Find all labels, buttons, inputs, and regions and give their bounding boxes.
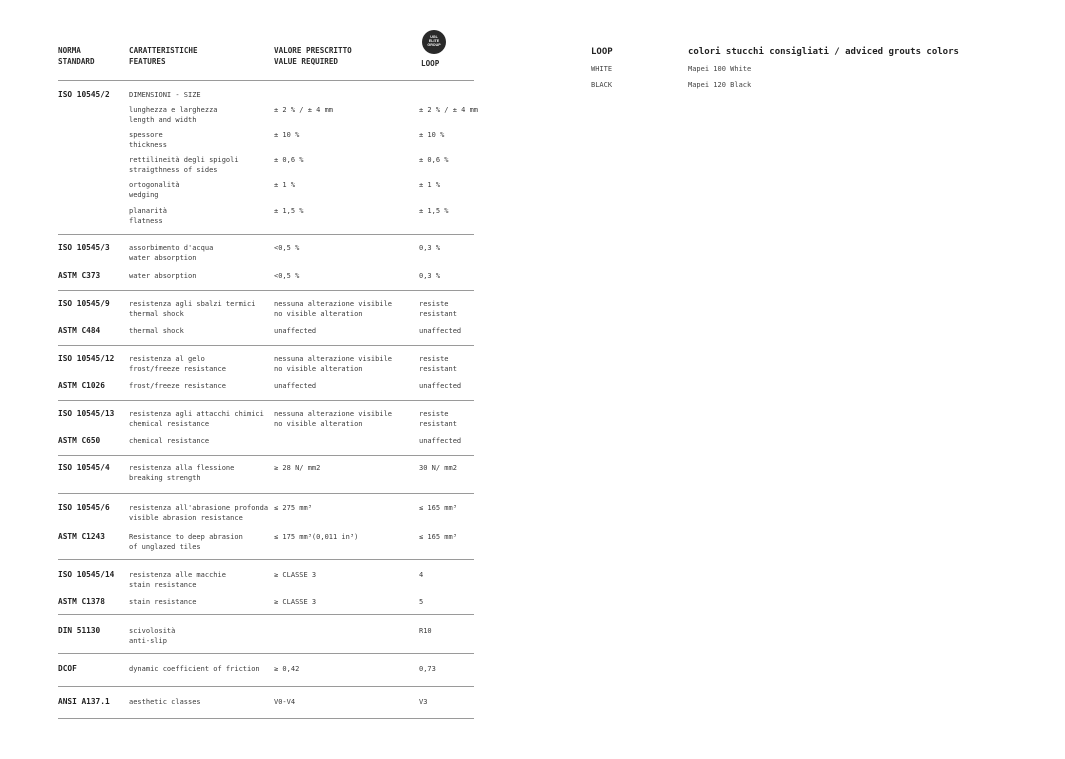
cell-line: breaking strength bbox=[129, 474, 201, 482]
cell-line: ± 10 % bbox=[419, 131, 445, 139]
cell-line: 0,3 % bbox=[419, 272, 441, 280]
cell-line: 0,3 % bbox=[419, 244, 441, 252]
header-product-loop: LOOP bbox=[421, 59, 440, 68]
grout-name-black: Mapei 120 Black bbox=[688, 81, 752, 89]
loop-value-cell bbox=[419, 206, 449, 216]
loop-value-cell bbox=[419, 381, 461, 391]
cell-line: no visible alteration bbox=[274, 310, 363, 318]
feature-cell bbox=[129, 180, 180, 200]
section-divider bbox=[58, 455, 474, 456]
grout-color-black: BLACK bbox=[591, 81, 613, 89]
header-value-en: VALUE REQUIRED bbox=[274, 56, 339, 66]
cell-line: 30 N/ mm2 bbox=[419, 464, 457, 472]
required-value-cell bbox=[274, 243, 299, 253]
standard-code: ISO 10545/6 bbox=[58, 503, 110, 512]
cell-line: scivolosità bbox=[129, 627, 176, 635]
section-divider bbox=[58, 493, 474, 494]
loop-value-cell bbox=[419, 664, 436, 674]
cell-line: resistenza alla flessione bbox=[129, 464, 235, 472]
required-value-cell bbox=[274, 532, 358, 542]
loop-value-cell bbox=[419, 570, 423, 580]
header-value-it: VALORE PRESCRITTO bbox=[274, 46, 352, 55]
required-value-cell bbox=[274, 130, 299, 140]
required-value-cell bbox=[274, 381, 316, 391]
cell-line: Resistance to deep abrasion bbox=[129, 533, 243, 541]
section-divider bbox=[58, 234, 474, 235]
standard-code: ISO 10545/14 bbox=[58, 570, 115, 579]
standard-code: ASTM C1378 bbox=[58, 597, 105, 606]
loop-value-cell bbox=[419, 243, 440, 253]
cell-line: 5 bbox=[419, 598, 424, 606]
cell-line: no visible alteration bbox=[274, 365, 363, 373]
feature-cell bbox=[129, 130, 167, 150]
feature-cell bbox=[129, 381, 226, 391]
required-value-cell bbox=[274, 409, 392, 429]
cell-line: 4 bbox=[419, 571, 424, 579]
required-value-cell bbox=[274, 326, 316, 336]
cell-line: ± 0,6 % bbox=[419, 156, 449, 164]
loop-value-cell bbox=[419, 105, 478, 115]
cell-line: ± 10 % bbox=[274, 131, 300, 139]
required-value-cell bbox=[274, 271, 299, 281]
required-value-cell bbox=[274, 354, 392, 374]
cell-line: ≤ 165 mm³ bbox=[419, 504, 457, 512]
grouts-product-title: LOOP bbox=[591, 47, 613, 57]
cell-line: ≤ 275 mm³ bbox=[274, 504, 312, 512]
cell-line: ± 1,5 % bbox=[419, 207, 449, 215]
cell-line: V0-V4 bbox=[274, 698, 296, 706]
cell-line: straigthness of sides bbox=[129, 166, 218, 174]
cell-line: ≥ 28 N/ mm2 bbox=[274, 464, 321, 472]
cell-line: 0,73 bbox=[419, 665, 436, 673]
cell-line: stain resistance bbox=[129, 581, 197, 589]
required-value-cell bbox=[274, 697, 295, 707]
loop-value-cell bbox=[419, 597, 423, 607]
section-divider bbox=[58, 559, 474, 560]
cell-line: of unglazed tiles bbox=[129, 543, 201, 551]
feature-cell bbox=[129, 326, 184, 336]
cell-line: ± 1,5 % bbox=[274, 207, 304, 215]
section-divider bbox=[58, 718, 474, 719]
standard-code: DCOF bbox=[58, 664, 77, 673]
header-value-required bbox=[274, 46, 352, 67]
required-value-cell bbox=[274, 597, 316, 607]
feature-cell bbox=[129, 436, 209, 446]
cell-line: ≥ 0,42 bbox=[274, 665, 300, 673]
standard-code: ISO 10545/4 bbox=[58, 463, 110, 472]
header-features bbox=[129, 46, 198, 67]
cell-line: ortogonalità bbox=[129, 181, 180, 189]
feature-cell bbox=[129, 463, 234, 483]
cell-line: planarità bbox=[129, 207, 167, 215]
cell-line: ± 1 % bbox=[274, 181, 296, 189]
cell-line: resistenza agli attacchi chimici bbox=[129, 410, 264, 418]
standard-code: ISO 10545/13 bbox=[58, 409, 115, 418]
logo-line-1: UGL bbox=[430, 35, 438, 40]
standard-code: ASTM C1026 bbox=[58, 381, 105, 390]
cell-line: ≤ 175 mm³(0,011 in³) bbox=[274, 533, 359, 541]
feature-cell bbox=[129, 503, 268, 523]
standard-code: ASTM C484 bbox=[58, 326, 101, 335]
cell-line: ± 1 % bbox=[419, 181, 441, 189]
section-divider bbox=[58, 290, 474, 291]
cell-line: resistant bbox=[419, 420, 457, 428]
required-value-cell bbox=[274, 463, 320, 473]
standard-code: ANSI A137.1 bbox=[58, 697, 110, 706]
cell-line: dynamic coefficient of friction bbox=[129, 665, 260, 673]
required-value-cell bbox=[274, 206, 304, 216]
cell-line: thickness bbox=[129, 141, 167, 149]
cell-line: anti-slip bbox=[129, 637, 167, 645]
header-features-it: CARATTERISTICHE bbox=[129, 46, 198, 55]
loop-value-cell bbox=[419, 271, 440, 281]
cell-line: DIMENSIONI - SIZE bbox=[129, 91, 201, 99]
cell-line: aesthetic classes bbox=[129, 698, 201, 706]
cell-line: <0,5 % bbox=[274, 244, 300, 252]
required-value-cell bbox=[274, 570, 316, 580]
required-value-cell bbox=[274, 664, 299, 674]
header-standard-it: NORMA bbox=[58, 46, 81, 55]
section-divider bbox=[58, 400, 474, 401]
cell-line: frost/freeze resistance bbox=[129, 382, 226, 390]
required-value-cell bbox=[274, 155, 304, 165]
cell-line: V3 bbox=[419, 698, 428, 706]
feature-cell bbox=[129, 299, 255, 319]
standard-code: ISO 10545/2 bbox=[58, 90, 110, 99]
cell-line: resistant bbox=[419, 365, 457, 373]
header-features-en: FEATURES bbox=[129, 56, 166, 66]
loop-value-cell bbox=[419, 697, 427, 707]
feature-cell bbox=[129, 532, 243, 552]
feature-cell bbox=[129, 206, 167, 226]
cell-line: resiste bbox=[419, 355, 449, 363]
cell-line: resistenza all'abrasione profonda bbox=[129, 504, 269, 512]
cell-line: ≥ CLASSE 3 bbox=[274, 571, 317, 579]
cell-line: chemical resistance bbox=[129, 437, 210, 445]
feature-cell bbox=[129, 597, 196, 607]
cell-line: chemical resistance bbox=[129, 420, 210, 428]
cell-line: resiste bbox=[419, 410, 449, 418]
standard-code: ISO 10545/3 bbox=[58, 243, 110, 252]
required-value-cell bbox=[274, 503, 312, 513]
feature-cell bbox=[129, 409, 264, 429]
cell-line: water absorption bbox=[129, 272, 197, 280]
header-standard bbox=[58, 46, 95, 67]
required-value-cell bbox=[274, 180, 295, 190]
feature-cell bbox=[129, 626, 175, 646]
cell-line: ± 0,6 % bbox=[274, 156, 304, 164]
loop-value-cell bbox=[419, 326, 461, 336]
feature-cell bbox=[129, 271, 196, 281]
cell-line: thermal shock bbox=[129, 310, 184, 318]
feature-cell bbox=[129, 105, 218, 125]
feature-cell bbox=[129, 697, 201, 707]
cell-line: assorbimento d'acqua bbox=[129, 244, 214, 252]
standard-code: ISO 10545/9 bbox=[58, 299, 110, 308]
section-divider bbox=[58, 653, 474, 654]
feature-cell bbox=[129, 243, 213, 263]
required-value-cell bbox=[274, 299, 392, 319]
cell-line: ± 2 % / ± 4 mm bbox=[419, 106, 479, 114]
loop-value-cell bbox=[419, 626, 432, 636]
section-divider bbox=[58, 686, 474, 687]
logo-line-3: GROUP bbox=[427, 42, 441, 47]
standard-code: ASTM C650 bbox=[58, 436, 101, 445]
grouts-title: colori stucchi consigliati / adviced grouts colors bbox=[688, 47, 959, 57]
cell-line: flatness bbox=[129, 217, 163, 225]
feature-cell bbox=[129, 570, 226, 590]
cell-line: <0,5 % bbox=[274, 272, 300, 280]
section-divider bbox=[58, 345, 474, 346]
cell-line: nessuna alterazione visibile bbox=[274, 300, 393, 308]
cell-line: nessuna alterazione visibile bbox=[274, 410, 393, 418]
logo-line-2: ELITE bbox=[428, 39, 440, 44]
standard-code: ISO 10545/12 bbox=[58, 354, 115, 363]
cell-line: nessuna alterazione visibile bbox=[274, 355, 393, 363]
loop-value-cell bbox=[419, 155, 449, 165]
cell-line: length and width bbox=[129, 116, 197, 124]
cell-line: unaffected bbox=[274, 327, 317, 335]
standard-code: ASTM C373 bbox=[58, 271, 101, 280]
cell-line: unaffected bbox=[274, 382, 317, 390]
feature-cell bbox=[129, 90, 201, 100]
cell-line: ≥ CLASSE 3 bbox=[274, 598, 317, 606]
cell-line: ± 2 % / ± 4 mm bbox=[274, 106, 334, 114]
loop-value-cell bbox=[419, 299, 457, 319]
cell-line: visible abrasion resistance bbox=[129, 514, 243, 522]
cell-line: ≤ 165 mm³ bbox=[419, 533, 457, 541]
loop-value-cell bbox=[419, 130, 444, 140]
cell-line: resistant bbox=[419, 310, 457, 318]
grout-name-white: Mapei 100 White bbox=[688, 65, 752, 73]
loop-value-cell bbox=[419, 503, 457, 513]
section-divider bbox=[58, 614, 474, 615]
grout-color-white: WHITE bbox=[591, 65, 613, 73]
cell-line: unaffected bbox=[419, 437, 462, 445]
cell-line: no visible alteration bbox=[274, 420, 363, 428]
loop-value-cell bbox=[419, 436, 461, 446]
header-divider bbox=[58, 80, 474, 81]
cell-line: water absorption bbox=[129, 254, 197, 262]
cell-line: resiste bbox=[419, 300, 449, 308]
cell-line: resistenza alle macchie bbox=[129, 571, 226, 579]
cell-line: stain resistance bbox=[129, 598, 197, 606]
cell-line: spessore bbox=[129, 131, 163, 139]
feature-cell bbox=[129, 155, 239, 175]
cell-line: resistenza agli sbalzi termici bbox=[129, 300, 256, 308]
feature-cell bbox=[129, 354, 226, 374]
standard-code: ASTM C1243 bbox=[58, 532, 105, 541]
required-value-cell bbox=[274, 105, 333, 115]
cell-line: frost/freeze resistance bbox=[129, 365, 226, 373]
cell-line: unaffected bbox=[419, 382, 462, 390]
header-standard-en: STANDARD bbox=[58, 56, 95, 66]
loop-value-cell bbox=[419, 180, 440, 190]
cell-line: wedging bbox=[129, 191, 159, 199]
loop-value-cell bbox=[419, 463, 457, 473]
cell-line: R10 bbox=[419, 627, 432, 635]
cell-line: thermal shock bbox=[129, 327, 184, 335]
brand-logo bbox=[422, 30, 446, 54]
cell-line: lunghezza e larghezza bbox=[129, 106, 218, 114]
loop-value-cell bbox=[419, 532, 457, 542]
cell-line: rettilineità degli spigoli bbox=[129, 156, 239, 164]
standard-code: DIN 51130 bbox=[58, 626, 101, 635]
cell-line: unaffected bbox=[419, 327, 462, 335]
feature-cell bbox=[129, 664, 260, 674]
loop-value-cell bbox=[419, 409, 457, 429]
cell-line: resistenza al gelo bbox=[129, 355, 205, 363]
loop-value-cell bbox=[419, 354, 457, 374]
